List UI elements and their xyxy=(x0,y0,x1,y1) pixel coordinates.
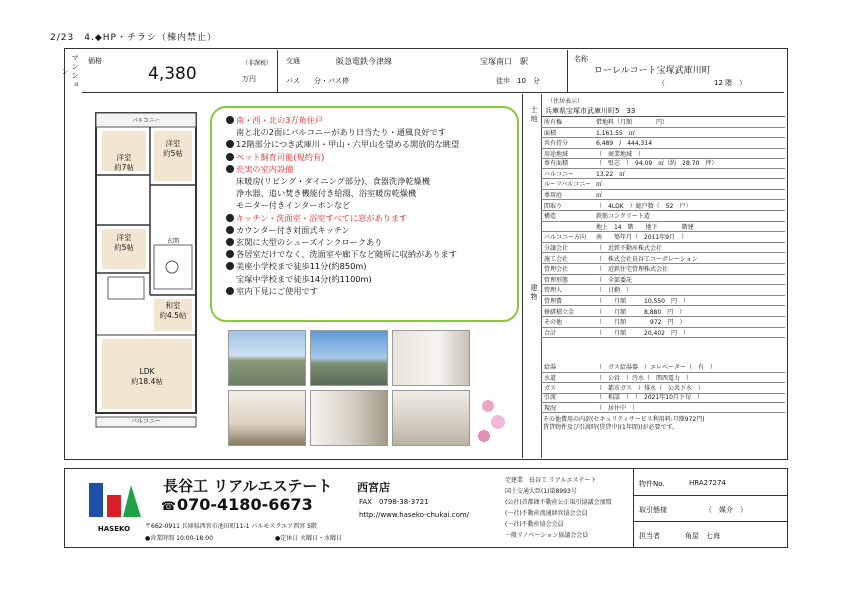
detail-key: 引渡 xyxy=(544,394,557,402)
detail-row xyxy=(541,117,785,128)
detail-key: 合計 xyxy=(544,329,557,337)
feature-item xyxy=(226,126,459,138)
detail-value: 鉄筋コンクリート造 xyxy=(596,213,650,221)
detail-value: （ 全部委託 xyxy=(596,276,633,284)
detail-key: 水道 xyxy=(544,374,557,382)
feature-item xyxy=(226,163,459,175)
line-name: 阪急電鉄今津線 xyxy=(336,57,392,66)
detail-key: 用途地域 xyxy=(544,151,569,159)
feature-text: 宝塚中学校まで徒歩14分(約1100m) xyxy=(236,273,372,284)
detail-row xyxy=(541,403,785,414)
feature-item xyxy=(226,138,459,150)
building-label: 名称 xyxy=(574,55,588,63)
branch-name: 西宮店 xyxy=(357,481,390,494)
detail-value: （ 月額 8,880 円 ） xyxy=(596,308,686,316)
detail-row xyxy=(541,243,785,254)
land-rows xyxy=(541,117,785,159)
detail-value: （ 月額 20,402 円 ） xyxy=(596,329,689,337)
room-western-2: 洋室 約5帖 xyxy=(163,139,183,158)
detail-value: （ 相談 ） （ 2021年10月下旬 ） xyxy=(596,394,703,402)
prop-no-label: 物件No. xyxy=(639,480,665,488)
bullet-icon xyxy=(226,226,234,234)
detail-value: （ 月額 10,550 円 ） xyxy=(596,298,689,306)
detail-value: （ 都市ガス ）排水（ 公共下水 ） xyxy=(596,385,705,393)
license-text: 宅建業 長谷工 リアルエステート xyxy=(505,477,597,484)
detail-value: （ 月額 972 円 ） xyxy=(596,319,686,327)
land-vlabel: 土地 xyxy=(530,106,538,124)
detail-value: （ ガス給湯器 ）エレベーター（ 有 ） xyxy=(596,364,717,372)
photo-view-river xyxy=(228,330,306,386)
bullet-icon xyxy=(226,165,234,173)
photo-bath xyxy=(392,390,470,446)
detail-key: 管理費 xyxy=(544,298,563,306)
feature-item xyxy=(226,199,459,211)
detail-key: 専用庭 xyxy=(544,192,563,200)
feature-text: 床暖房(リビング・ダイニング部分)、食器洗浄乾燥機 xyxy=(236,176,430,187)
detail-key: 管理会社 xyxy=(544,266,569,274)
detail-key: 間取り xyxy=(544,202,563,210)
detail-row xyxy=(541,373,785,384)
station-name: 宝塚南口 駅 xyxy=(480,57,528,66)
label-balcony-bottom: バルコニー xyxy=(130,418,161,425)
note-text: その他費用の内訳(セキュリティサービス利用料:月額972円) 賃貸物件及び引渡時(賃貸中)(1年間))が必要です。 xyxy=(543,416,705,431)
member-4: 一般リノベーション協議会会員 xyxy=(505,532,589,539)
member-2: (一社)不動産流通経営協会会員 xyxy=(505,510,588,517)
detail-row xyxy=(541,211,785,222)
sakura-decoration xyxy=(474,392,510,448)
feature-item xyxy=(226,151,459,163)
bullet-icon xyxy=(226,214,234,222)
feature-text: ペット飼育可能(規約有) xyxy=(236,151,325,162)
label-balcony-top: バルコニー xyxy=(132,118,160,124)
haseko-logo-text: HASEKO xyxy=(97,525,131,533)
detail-key: 施工会社 xyxy=(544,255,569,263)
bus-info: バス 分・バス停 xyxy=(286,77,349,85)
trade-value: （ 媒介 ） xyxy=(705,506,747,514)
detail-key: 所有権 xyxy=(544,119,563,127)
features-box xyxy=(210,106,519,322)
detail-value: 南 築年月（ 2011年9月 ） xyxy=(596,234,688,242)
bullet-icon xyxy=(226,238,234,246)
detail-row xyxy=(541,362,785,373)
feature-text: 玄関に大型のシューズインクロークあり xyxy=(236,237,383,248)
detail-value: （ 近鉄不動産株式会社 xyxy=(596,245,663,253)
detail-value: 借地料（月額 円） xyxy=(596,119,669,127)
detail-value: （ 公営 ）汚水（ 関西電力 ） xyxy=(596,374,693,382)
feature-text: 充実の室内設備 xyxy=(236,163,294,174)
photo-living xyxy=(228,390,306,446)
room-western-3: 洋室 約5帖 xyxy=(114,233,134,252)
price-label: 価格 xyxy=(88,57,102,65)
office-address: 〒662-0911 兵庫県西宮市池田町11-1 パルモスクエア西宮 5階 xyxy=(145,523,317,530)
feature-text: 12階部分につき武庫川・甲山・六甲山を望める開放的な眺望 xyxy=(236,139,460,150)
floor-info: （ 12 階 ） xyxy=(658,79,747,87)
detail-value: （ 居住中 ） xyxy=(596,404,639,412)
feature-text: 南・西・北の3方角住戸 xyxy=(236,115,324,125)
detail-row xyxy=(541,200,785,211)
detail-row xyxy=(541,128,785,139)
feature-item xyxy=(226,114,459,126)
detail-row xyxy=(541,392,785,403)
feature-text: 美座小学校まで徒歩11分(約850m) xyxy=(236,261,367,272)
feature-text: キッチン・洗面室・浴室すべてに窓があります xyxy=(236,212,408,223)
walk-info: 徒歩 10 分 xyxy=(496,77,540,85)
license-no: 国土交通大臣(1)第8993号 xyxy=(505,488,577,495)
detail-key: 管理人 xyxy=(544,287,563,295)
detail-row xyxy=(541,264,785,275)
detail-value: （ 日勤 ） xyxy=(596,287,633,295)
bullet-icon xyxy=(226,153,234,161)
detail-key: その他 xyxy=(544,319,563,327)
label-entrance: 玄関 xyxy=(166,238,179,245)
phone-icon: ☎ xyxy=(161,499,176,513)
detail-value: （ 株式会社長谷工コーポレーション xyxy=(596,255,698,263)
feature-item xyxy=(226,224,459,236)
detail-row xyxy=(541,222,785,233)
transfer-rows xyxy=(541,392,785,413)
detail-row xyxy=(541,328,785,339)
detail-row xyxy=(541,253,785,264)
phone-number: 070-4180-6673 xyxy=(177,495,313,514)
bullet-icon xyxy=(226,262,234,270)
detail-row xyxy=(541,190,785,201)
top-row xyxy=(82,50,784,93)
feature-text: 各居室だけでなく、洗面室や廊下など随所に収納があります xyxy=(236,249,457,260)
traffic-label: 交通 xyxy=(286,57,300,65)
detail-key: 面積 xyxy=(544,129,557,137)
member-3: (一社)不動産協会会員 xyxy=(505,521,564,528)
detail-key: 構造 xyxy=(544,213,557,221)
staff-name: 角屋 七海 xyxy=(685,532,720,540)
detail-row xyxy=(541,232,785,243)
footer xyxy=(64,468,788,548)
detail-key: 現況 xyxy=(544,404,557,412)
detail-row xyxy=(541,169,785,180)
detail-value: ㎡ xyxy=(596,181,603,189)
member-1: (公社)首都圏不動産公正取引協議会加盟 xyxy=(505,499,612,506)
detail-row xyxy=(541,138,785,149)
feature-item xyxy=(226,260,459,272)
detail-key: バルコニー方向 xyxy=(544,234,587,242)
business-hours: ●営業時間 10:00-18:00 xyxy=(145,535,213,542)
detail-key: 専有面積 xyxy=(544,160,569,168)
detail-value: 6,489 / 444,314 xyxy=(596,140,653,148)
detail-key: 修繕積立金 xyxy=(544,308,575,316)
bullet-icon xyxy=(226,250,234,258)
side-label: マンション xyxy=(61,54,79,90)
details-table xyxy=(522,94,785,458)
photo-kitchen xyxy=(310,390,388,446)
detail-value: （ 近鉄住宅管理株式会社 xyxy=(596,266,669,274)
feature-item xyxy=(226,187,459,199)
staff-label: 担当者 xyxy=(639,532,660,540)
feature-text: 浄水器、追い焚き機能付き給湯、浴室暖房乾燥機 xyxy=(236,188,417,199)
detail-row xyxy=(541,275,785,286)
bullet-icon xyxy=(226,140,234,148)
detail-key: ルーフバルコニー xyxy=(544,181,592,189)
detail-key: 給湯 xyxy=(544,364,557,372)
detail-key: 共有持分 xyxy=(544,140,569,148)
prop-no: HRA27274 xyxy=(689,479,726,487)
website-url[interactable]: http://www.haseko-chukai.com/ xyxy=(359,511,470,519)
bullet-icon xyxy=(226,287,234,295)
feature-item xyxy=(226,285,459,297)
location-value: 兵庫県宝塚市武庫川町5 33 xyxy=(545,107,636,115)
room-japanese: 和室 約4.5帖 xyxy=(159,301,187,320)
fax-number: FAX 0798-38-3721 xyxy=(359,498,429,506)
detail-row xyxy=(541,179,785,190)
photo-bathroom xyxy=(392,330,470,386)
feature-list xyxy=(226,114,459,297)
detail-value: （ 4LDK ）総戸数（ 52 戸） xyxy=(596,202,692,210)
feature-text: カウンター付き対面式キッチン xyxy=(236,224,350,235)
header-title: 2/23 4.◆HP・チラシ（棟内禁止） xyxy=(50,33,217,43)
floor-plan xyxy=(82,105,207,435)
price-value: 4,380 xyxy=(148,64,197,84)
detail-value: 13.22 ㎡ xyxy=(596,170,626,178)
detail-row xyxy=(541,285,785,296)
detail-row xyxy=(541,317,785,328)
feature-item xyxy=(226,212,459,224)
detail-value: ㎡ xyxy=(596,192,603,200)
feature-item xyxy=(226,236,459,248)
haseko-logo-mark xyxy=(85,477,143,521)
room-ldk: LDK 約18.4帖 xyxy=(131,367,163,386)
detail-value: （ 壁芯 ） 94.09 ㎡（約 28.70 坪） xyxy=(596,160,718,168)
photo-view-city xyxy=(310,330,388,386)
detail-row xyxy=(541,296,785,307)
bullet-icon xyxy=(226,116,234,124)
feature-text: 南と北の2面にバルコニーがあり日当たり・通風良好です xyxy=(236,127,446,138)
detail-value: 1,161.55 ㎡ xyxy=(596,129,635,137)
haseko-logo xyxy=(85,477,143,537)
detail-key: 管理形態 xyxy=(544,276,569,284)
addr-note: （住居表示） xyxy=(547,98,584,105)
trade-label: 取引態様 xyxy=(639,506,667,514)
bldg-rows xyxy=(541,158,785,338)
building-name: ローレルコート宝塚武庫川町 xyxy=(594,66,711,76)
facility-rows xyxy=(541,362,785,394)
company-name: 長谷工 リアルエステート xyxy=(163,477,333,495)
bldg-vlabel: 建物 xyxy=(530,284,538,302)
detail-key: 分譲会社 xyxy=(544,245,569,253)
feature-item xyxy=(226,273,459,285)
feature-item xyxy=(226,248,459,260)
holidays: ●定休日 火曜日・水曜日 xyxy=(275,535,343,542)
detail-value: 地上 14 階 地下 階建 xyxy=(596,223,694,231)
feature-text: 室内下見にご使用です xyxy=(236,285,318,296)
room-western-1: 洋室 約7帖 xyxy=(114,153,134,172)
price-tax: （非課税） xyxy=(242,60,273,67)
detail-key: バルコニー xyxy=(544,170,575,178)
detail-key: ガス xyxy=(544,385,557,393)
detail-row xyxy=(541,306,785,317)
detail-row xyxy=(541,158,785,169)
feature-item xyxy=(226,175,459,187)
detail-value: （ 商業地域 ） xyxy=(596,151,645,159)
feature-text: モニター付きインターホンなど xyxy=(236,200,351,211)
price-unit: 万円 xyxy=(242,75,256,83)
